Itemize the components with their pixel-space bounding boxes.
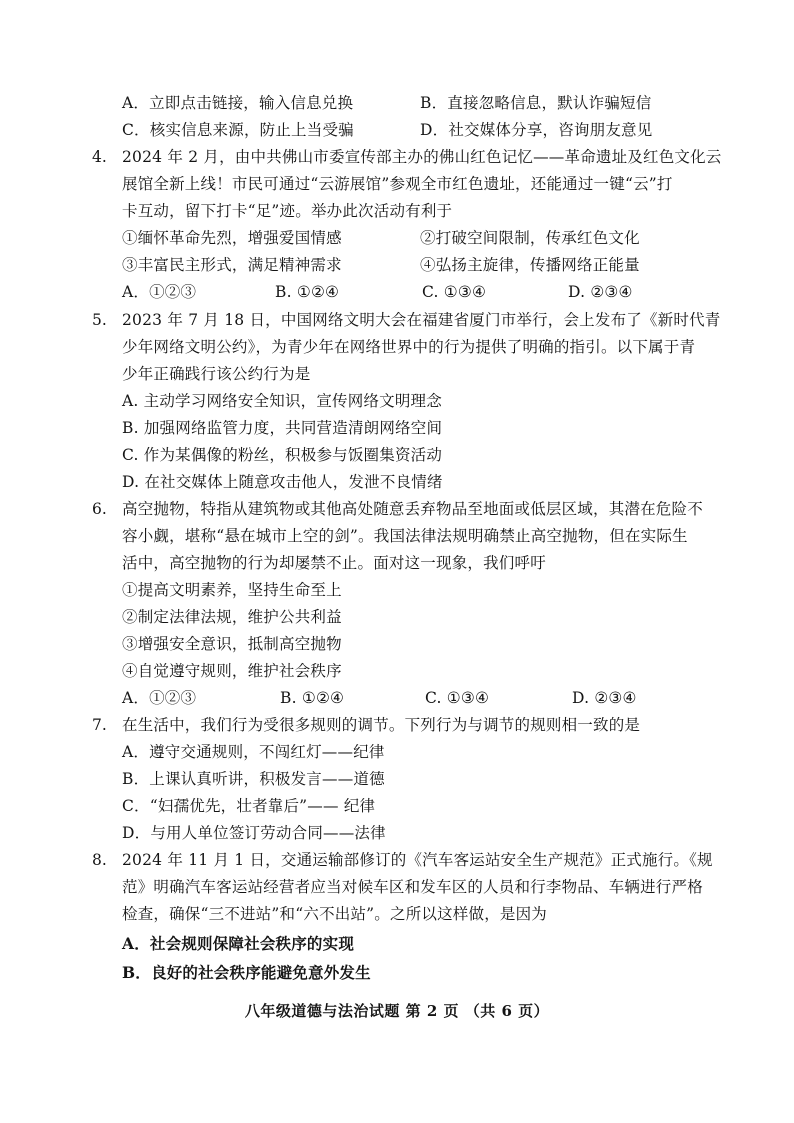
q4-statement-4: ④弘扬主旋律，传播网络正能量 xyxy=(420,256,640,274)
q6-stem-line-2: 容小觑，堪称“悬在城市上空的剑”。我国法律法规明确禁止高空抛物，但在实际生 xyxy=(122,527,688,545)
q4-statement-3: ③丰富民主形式，满足精神需求 xyxy=(122,256,342,274)
q7-option-a: A．遵守交通规则，不闯红灯——纪律 xyxy=(122,743,385,761)
q6-statement-4: ④自觉遵守规则，维护社会秩序 xyxy=(122,662,342,680)
q7-option-d: D．与用人单位签订劳动合同——法律 xyxy=(122,824,386,842)
q6-number: 6. xyxy=(92,500,107,518)
page-footer: 八年级道德与法治试题 第 2 页 （共 6 页） xyxy=(244,1002,550,1020)
q6-statement-2: ②制定法律法规，维护公共利益 xyxy=(122,608,342,626)
q4-option-b: B. ①②④ xyxy=(275,283,340,301)
q8-stem-line-3: 检查，确保“三不进站”和“六不出站”。之所以这样做，是因为 xyxy=(122,905,547,923)
q5-stem-line-1: 2023 年 7 月 18 日，中国网络文明大会在福建省厦门市举行，会上发布了《新时代青 xyxy=(122,311,721,329)
q7-option-b: B．上课认真听讲，积极发言——道德 xyxy=(122,770,385,788)
q7-stem-line-1: 在生活中，我们行为受很多规则的调节。下列行为与调节的规则相一致的是 xyxy=(122,716,641,734)
q3-option-a: A．立即点击链接，输入信息兑换 xyxy=(122,94,354,112)
q4-option-a: A．①②③ xyxy=(122,283,197,301)
q5-option-a: A. 主动学习网络安全知识，宣传网络文明理念 xyxy=(122,392,442,410)
q3-option-b: B．直接忽略信息，默认诈骗短信 xyxy=(420,94,652,112)
q7-number: 7. xyxy=(92,716,107,734)
q8-option-a: A．社会规则保障社会秩序的实现 xyxy=(122,934,355,953)
q6-stem-line-3: 活中，高空抛物的行为却屡禁不止。面对这一现象，我们呼吁 xyxy=(122,554,546,572)
q3-option-c: C．核实信息来源，防止上当受骗 xyxy=(122,121,354,139)
q6-option-d: D. ②③④ xyxy=(572,689,637,707)
q4-statement-2: ②打破空间限制，传承红色文化 xyxy=(420,229,640,247)
q6-option-b: B. ①②④ xyxy=(280,689,345,707)
q4-number: 4. xyxy=(92,148,107,166)
q4-statement-1: ①缅怀革命先烈，增强爱国情感 xyxy=(122,229,342,247)
q5-stem-line-3: 少年正确践行该公约行为是 xyxy=(122,365,311,383)
q5-option-b: B. 加强网络监管力度，共同营造清朗网络空间 xyxy=(122,419,443,437)
q4-stem-line-3: 卡互动，留下打卡“足”迹。举办此次活动有利于 xyxy=(122,202,453,220)
q8-number: 8. xyxy=(92,851,107,869)
q8-stem-line-2: 范》明确汽车客运站经营者应当对候车区和发车区的人员和行李物品、车辆进行严格 xyxy=(122,878,703,896)
q8-option-b: B．良好的社会秩序能避免意外发生 xyxy=(122,963,371,982)
q6-option-a: A．①②③ xyxy=(122,689,197,707)
q3-option-d: D．社交媒体分享，咨询朋友意见 xyxy=(420,121,653,139)
q7-option-c: C．“妇孺优先，壮者靠后”—— 纪律 xyxy=(122,797,376,815)
q6-statement-1: ①提高文明素养，坚持生命至上 xyxy=(122,581,342,599)
q8-stem-line-1: 2024 年 11 月 1 日，交通运输部修订的《汽车客运站安全生产规范》正式施行。《规 xyxy=(122,851,713,869)
q4-option-c: C. ①③④ xyxy=(422,283,487,301)
q6-stem-line-1: 高空抛物，特指从建筑物或其他高处随意丢弃物品至地面或低层区域，其潜在危险不 xyxy=(122,500,703,518)
q4-stem-line-2: 展馆全新上线！市民可通过“云游展馆”参观全市红色遗址，还能通过一键“云”打 xyxy=(122,175,673,193)
q5-number: 5. xyxy=(92,311,107,329)
q6-statement-3: ③增强安全意识，抵制高空抛物 xyxy=(122,635,342,653)
q4-stem-line-1: 2024 年 2 月，由中共佛山市委宣传部主办的佛山红色记忆——革命遗址及红色文化云 xyxy=(122,148,722,166)
q4-option-d: D. ②③④ xyxy=(568,283,633,301)
q5-stem-line-2: 少年网络文明公约》，为青少年在网络世界中的行为提供了明确的指引。以下属于青 xyxy=(122,338,696,356)
q5-option-c: C. 作为某偶像的粉丝，积极参与饭圈集资活动 xyxy=(122,446,443,464)
q6-option-c: C. ①③④ xyxy=(425,689,490,707)
q5-option-d: D. 在社交媒体上随意攻击他人，发泄不良情绪 xyxy=(122,473,443,491)
